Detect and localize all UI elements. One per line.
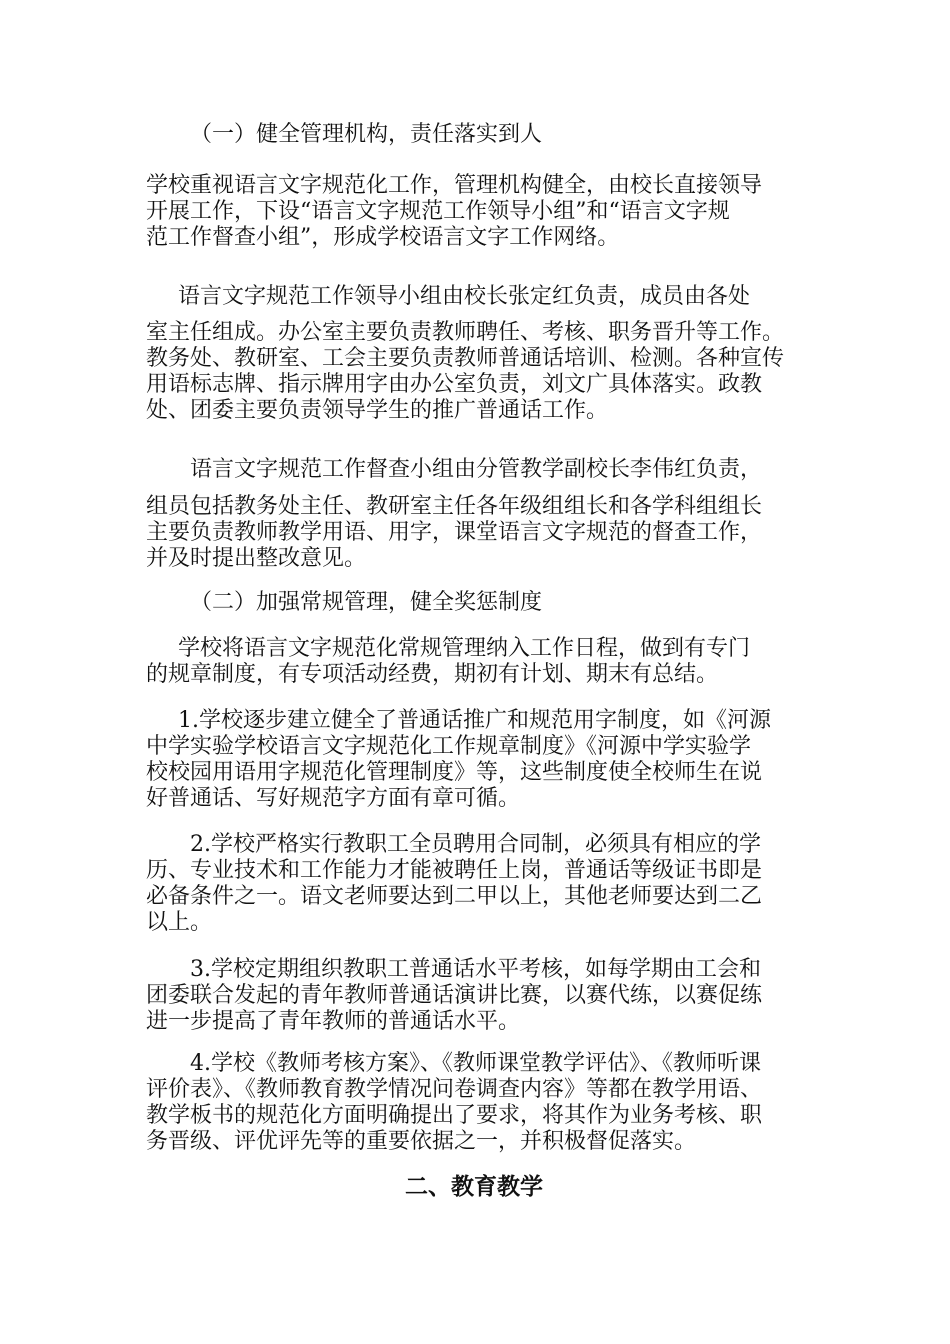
- paragraph-2-line-5: 处、团委主要负责领导学生的推广普通话工作。: [146, 398, 609, 423]
- item-1-line-4: 好普通话、写好规范字方面有章可循。: [146, 786, 521, 811]
- subsection-title-2: （二）加强常规管理，健全奖惩制度: [190, 590, 543, 615]
- paragraph-3-line-1: 语言文字规范工作督查小组由分管教学副校长李伟红负责，: [190, 457, 763, 482]
- section-heading-2: 二、教育教学: [405, 1173, 543, 1200]
- item-2-line-4: 以上。: [146, 910, 213, 935]
- item-1-line-1: 1.学校逐步建立健全了普通话推广和规范用字制度，如《河源: [178, 708, 771, 733]
- paragraph-1-line-1: 学校重视语言文字规范化工作，管理机构健全，由校长直接领导: [146, 173, 763, 198]
- item-1-line-3: 校校园用语用字规范化管理制度》等，这些制度使全校师生在说: [146, 760, 763, 785]
- item-4-line-2: 评价表》、《教师教育教学情况问卷调查内容》等都在教学用语、: [146, 1077, 763, 1102]
- paragraph-2-line-4: 用语标志牌、指示牌用字由办公室负责，刘文广具体落实。政教: [146, 372, 763, 397]
- item-4-line-3: 教学板书的规范化方面明确提出了要求，将其作为业务考核、职: [146, 1103, 763, 1128]
- item-3-line-3: 进一步提高了青年教师的普通话水平。: [146, 1009, 521, 1034]
- item-3-line-2: 团委联合发起的青年教师普通话演讲比赛，以赛代练，以赛促练: [146, 983, 763, 1008]
- paragraph-2-line-1: 语言文字规范工作领导小组由校长张定红负责，成员由各处: [178, 284, 751, 309]
- item-2-line-1: 2.学校严格实行教职工全员聘用合同制，必须具有相应的学: [190, 832, 761, 857]
- subsection-title-1: （一）健全管理机构，责任落实到人: [190, 122, 543, 147]
- paragraph-1-line-3: 范工作督查小组”，形成学校语言文字工作网络。: [146, 225, 620, 250]
- item-4-line-4: 务晋级、评优评先等的重要依据之一，并积极督促落实。: [146, 1129, 697, 1154]
- paragraph-4-line-2: 的规章制度，有专项活动经费，期初有计划、期末有总结。: [146, 662, 719, 687]
- item-1-line-2: 中学实验学校语言文字规范化工作规章制度》《河源中学实验学: [146, 734, 752, 759]
- paragraph-3-line-2: 组员包括教务处主任、教研室主任各年级组组长和各学科组组长: [146, 494, 763, 519]
- paragraph-3-line-3: 主要负责教师教学用语、用字，课堂语言文字规范的督查工作，: [146, 520, 763, 545]
- item-2-line-2: 历、专业技术和工作能力才能被聘任上岗，普通话等级证书即是: [146, 858, 763, 883]
- item-2-line-3: 必备条件之一。语文老师要达到二甲以上，其他老师要达到二乙: [146, 884, 763, 909]
- item-4-line-1: 4.学校《教师考核方案》、《教师课堂教学评估》、《教师听课: [190, 1051, 761, 1076]
- paragraph-2-line-2: 室主任组成。办公室主要负责教师聘任、考核、职务晋升等工作。: [146, 320, 785, 345]
- paragraph-3-line-4: 并及时提出整改意见。: [146, 546, 367, 571]
- paragraph-4-line-1: 学校将语言文字规范化常规管理纳入工作日程，做到有专门: [178, 636, 751, 661]
- paragraph-2-line-3: 教务处、教研室、工会主要负责教师普通话培训、检测。各种宣传: [146, 346, 785, 371]
- paragraph-1-line-2: 开展工作，下设“语言文字规范工作领导小组”和“语言文字规: [146, 199, 730, 224]
- item-3-line-1: 3.学校定期组织教职工普通话水平考核，如每学期由工会和: [190, 957, 761, 982]
